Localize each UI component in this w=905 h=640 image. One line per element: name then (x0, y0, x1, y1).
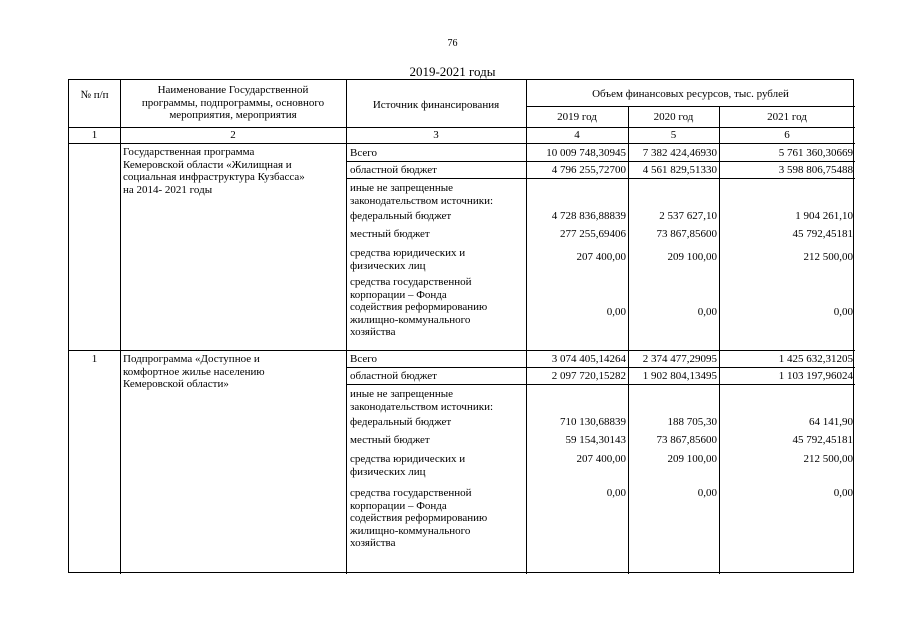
value-2020: 0,00 (697, 306, 717, 318)
value-2021: 45 792,45181 (792, 434, 853, 446)
value-2019: 3 074 405,14264 (551, 353, 626, 365)
value-2019: 10 009 748,30945 (546, 147, 626, 159)
value-2021: 212 500,00 (803, 453, 853, 465)
col-number: 3 (433, 129, 439, 141)
col-number: 4 (574, 129, 580, 141)
section-name-line: комфортное жилье населению (123, 365, 265, 378)
source-line: законодательством источники: (350, 194, 494, 207)
source-line: средства юридических и (350, 453, 466, 465)
section-name (123, 353, 343, 391)
value-2021: 5 761 360,30669 (778, 147, 853, 159)
source-total: Всего (350, 353, 377, 365)
col-number: 6 (784, 129, 790, 141)
header-year-2021: 2021 год (767, 111, 807, 123)
row-divider (346, 161, 855, 162)
value-2019: 207 400,00 (576, 251, 626, 263)
section-name-line: Подпрограмма «Доступное и (123, 353, 260, 365)
source-line: иные не запрещенные (350, 388, 454, 400)
row-divider (346, 384, 855, 385)
value-2019: 59 154,30143 (565, 434, 626, 446)
column-divider (120, 80, 121, 574)
section-divider (69, 350, 855, 351)
source-legal-entities (350, 247, 465, 272)
source-line: средства государственной (350, 487, 472, 499)
row-divider (346, 178, 855, 179)
section-name-line: Государственная программа (123, 146, 255, 158)
value-2019: 277 255,69406 (560, 228, 626, 240)
source-line: корпорации – Фонда (350, 288, 447, 301)
source-line: жилищно-коммунального (350, 524, 471, 537)
source-line: физических лиц (350, 259, 426, 272)
source-housing-fund (350, 276, 487, 339)
source-regional-budget: областной бюджет (350, 164, 437, 176)
source-line: хозяйства (350, 326, 396, 338)
col-number: 1 (91, 129, 98, 141)
value-2020: 73 867,85600 (656, 228, 717, 240)
source-local-budget: местный бюджет (350, 434, 430, 446)
header-name-line: Наименование Государственной (157, 84, 309, 96)
header-divider (69, 127, 855, 128)
source-line: хозяйства (350, 537, 396, 549)
value-2021: 64 141,90 (809, 416, 853, 428)
value-2019: 0,00 (606, 487, 626, 499)
source-other (350, 182, 493, 207)
source-line: жилищно-коммунального (350, 313, 471, 326)
section-name-line: Кемеровской области «Жилищная и (123, 158, 292, 171)
number-row-divider (69, 143, 855, 144)
source-other (350, 388, 493, 413)
source-federal-budget: федеральный бюджет (350, 210, 452, 222)
col-number: 2 (230, 129, 236, 141)
value-2021: 1 425 632,31205 (778, 353, 853, 365)
header-volume: Объем финансовых ресурсов, тыс. рублей (592, 88, 789, 100)
source-housing-fund (350, 487, 487, 550)
value-2020: 1 902 804,13495 (642, 370, 717, 382)
header-year-2020: 2020 год (653, 111, 694, 123)
section-name-line: Кемеровской области» (123, 378, 229, 390)
page-title: 2019-2021 годы (409, 64, 496, 79)
source-line: средства государственной (350, 276, 472, 288)
source-line: иные не запрещенные (350, 182, 454, 194)
row-number: 1 (91, 353, 98, 365)
source-regional-budget: областной бюджет (350, 370, 437, 382)
source-federal-budget: федеральный бюджет (350, 416, 452, 428)
value-2021: 1 904 261,10 (795, 210, 853, 222)
value-2021: 212 500,00 (803, 251, 853, 263)
page-number: 76 (447, 38, 458, 49)
value-2019: 2 097 720,15282 (551, 370, 626, 382)
header-year-2019: 2019 год (557, 111, 597, 123)
source-legal-entities (350, 453, 465, 478)
value-2021: 45 792,45181 (792, 228, 853, 240)
row-divider (346, 367, 855, 368)
value-2019: 0,00 (606, 306, 626, 318)
source-local-budget: местный бюджет (350, 228, 430, 240)
section-name (123, 146, 343, 196)
column-divider (346, 80, 347, 574)
source-total: Всего (350, 147, 377, 159)
financing-table (68, 79, 854, 573)
value-2020: 209 100,00 (667, 453, 717, 465)
source-line: содействия реформированию (350, 512, 488, 524)
section-name-line: социальная инфраструктура Кузбасса» (123, 171, 305, 183)
section-name-line: на 2014- 2021 годы (123, 183, 213, 196)
value-2019: 710 130,68839 (560, 416, 626, 428)
value-2021: 0,00 (833, 306, 853, 318)
value-2020: 7 382 424,46930 (642, 147, 717, 159)
value-2020: 4 561 829,51330 (642, 164, 717, 176)
header-name-line: мероприятия, мероприятия (169, 109, 297, 121)
value-2020: 209 100,00 (667, 251, 717, 263)
source-line: средства юридических и (350, 247, 466, 259)
value-2021: 0,00 (833, 487, 853, 499)
source-line: корпорации – Фонда (350, 499, 447, 512)
source-line: содействия реформированию (350, 301, 488, 313)
value-2021: 3 598 806,75488 (778, 164, 853, 176)
header-source: Источник финансирования (372, 99, 500, 111)
value-2019: 4 796 255,72700 (551, 164, 626, 176)
col-number: 5 (670, 129, 677, 141)
header-num: № п/п (80, 89, 109, 101)
value-2020: 2 537 627,10 (659, 210, 717, 222)
source-line: физических лиц (350, 465, 426, 478)
value-2019: 4 728 836,88839 (551, 210, 626, 222)
value-2019: 207 400,00 (576, 453, 626, 465)
source-line: законодательством источники: (350, 400, 494, 413)
value-2020: 0,00 (697, 487, 717, 499)
value-2020: 73 867,85600 (656, 434, 717, 446)
value-2020: 188 705,30 (667, 416, 717, 428)
header-name-line: программы, подпрограммы, основного (141, 96, 325, 109)
value-2021: 1 103 197,96024 (778, 370, 853, 382)
header-name (120, 84, 346, 122)
value-2020: 2 374 477,29095 (642, 353, 717, 365)
header-divider-volume (526, 106, 855, 107)
